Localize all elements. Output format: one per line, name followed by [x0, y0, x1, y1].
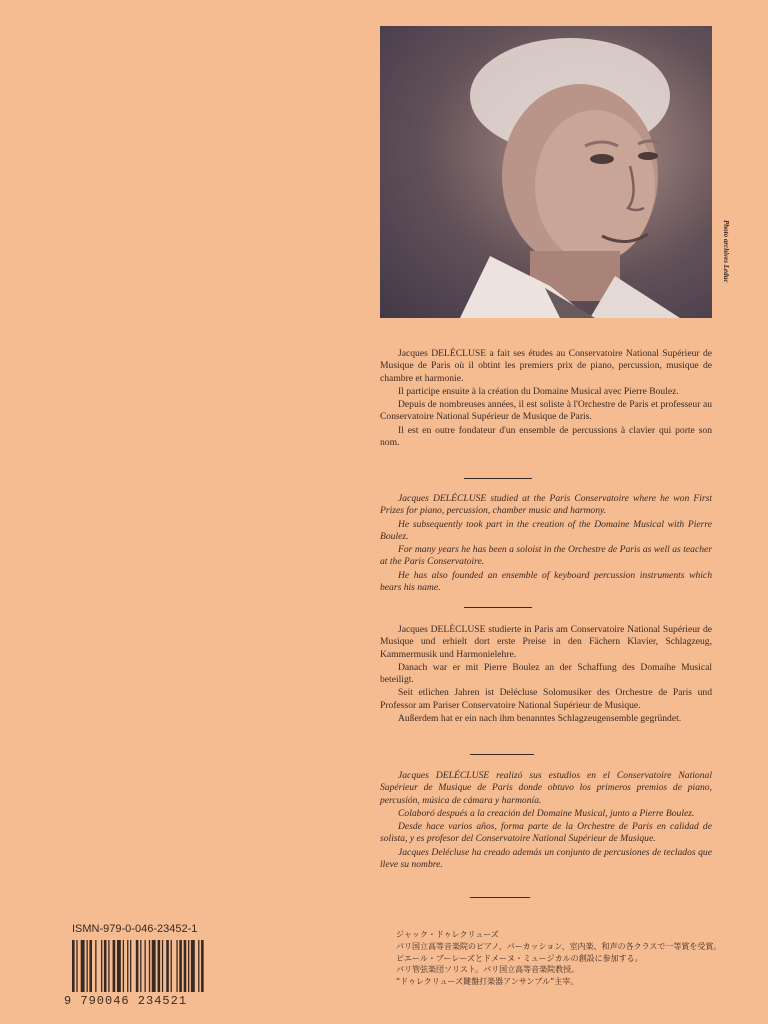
english-paragraph: For many years he has been a soloist in the Orchestre de Paris as well as teacher at the Paris Conservatoire.: [380, 544, 712, 568]
barcode-bar: [136, 940, 139, 992]
barcode-bars: [70, 940, 248, 992]
french-paragraph: Il participe ensuite à la création du Domaine Musical avec Pierre Boulez.: [398, 385, 679, 397]
english-paragraph: Jacques DELÉCLUSE studied at the Paris Conservatoire where he won First Prizes for piano, percussion, chamber music and harmony.: [380, 493, 712, 517]
french-paragraph: Il est en outre fondateur d'un ensemble de percussions à clavier qui porte son nom.: [380, 424, 712, 449]
barcode-bar: [188, 940, 189, 992]
barcode-bar: [108, 940, 109, 992]
barcode-bar: [162, 940, 163, 992]
japanese-line: パリ国立高等音楽院のピアノ、パーカッション、室内楽、和声の各クラスで一等賞を受賞。: [396, 941, 722, 951]
barcode-bar: [158, 940, 161, 992]
barcode-bar: [123, 940, 124, 992]
japanese-line: ジャック・ドゥレクリューズ: [396, 930, 499, 939]
barcode-bar: [184, 940, 187, 992]
divider: [470, 754, 534, 755]
barcode-bar: [81, 940, 85, 992]
divider: [470, 897, 530, 898]
japanese-bio: [396, 929, 736, 988]
photo-credit: Photo archives Leduc: [722, 220, 730, 283]
barcode-bar: [201, 940, 204, 992]
barcode-bar: [145, 940, 146, 992]
french-bio: [380, 348, 712, 450]
barcode-bar: [191, 940, 195, 992]
ismn-number: ISMN-979-0-046-23452-1: [72, 923, 198, 935]
divider: [464, 607, 532, 608]
portrait-illustration: [380, 26, 712, 318]
english-paragraph: He subsequently took part in the creation of the Domaine Musical with Pierre Boulez.: [380, 518, 712, 542]
barcode-bar: [89, 940, 92, 992]
japanese-line: パリ管弦楽団ソリスト。パリ国立高等音楽院教授。: [396, 965, 580, 975]
barcode-bar: [130, 940, 131, 992]
spanish-paragraph: Desde hace varios años, forma parte de la Orchestre de Paris en calidad de solista, y es profesor del Conservatoire National Supérieur de Musique.: [380, 821, 712, 845]
spanish-paragraph: Jacques Delécluse ha creado además un conjunto de percusiones de teclados que lleve su nombre.: [380, 846, 712, 871]
german-paragraph: Außerdem hat er ein nach ihm benanntes Schlagzeugensemble gegründet.: [398, 713, 682, 725]
japanese-line: ピエール・ブーレーズとドメーヌ・ミュージカルの創設に参加する。: [396, 953, 643, 963]
barcode-bar: [198, 940, 199, 992]
spanish-paragraph: Colaboró después a la creación del Domaine Musical, junto a Pierre Boulez.: [398, 807, 695, 819]
spanish-bio: [380, 770, 712, 872]
barcode: [70, 940, 248, 992]
portrait-photo: [380, 26, 712, 318]
barcode-bar: [166, 940, 169, 992]
barcode-bar: [176, 940, 177, 992]
barcode-digits: 9 790046 234521: [64, 994, 188, 1008]
divider: [464, 478, 532, 479]
barcode-bar: [152, 940, 156, 992]
french-paragraph: Jacques DELÉCLUSE a fait ses études au Conservatoire National Supérieur de Musique de Paris où il obtint les premiers prix de piano, percussion, musique de chambre et harmonie.: [380, 348, 712, 384]
french-paragraph: Depuis de nombreuses années, il est soliste à l'Orchestre de Paris et professeur au Conservatoire National Supérieur de Musique de Paris.: [380, 399, 712, 423]
barcode-bar: [127, 940, 128, 992]
barcode-bar: [113, 940, 116, 992]
german-paragraph: Jacques DELÉCLUSE studierte in Paris am Conservatoire National Supérieur de Musique und erhielt dort erste Preise in den Fächern Klavier, Schlagzeug, Kammermusik und Harmonielehre.: [380, 624, 712, 660]
barcode-bar: [76, 940, 77, 992]
german-paragraph: Danach war er mit Pierre Boulez an der Schaffung des Domaihe Musical beteiligt.: [380, 661, 712, 686]
german-bio: [380, 624, 712, 726]
barcode-bar: [95, 940, 96, 992]
barcode-bar: [171, 940, 172, 992]
barcode-bar: [140, 940, 141, 992]
japanese-line: “ドゥレクリューズ鍵盤打楽器アンサンブル”主宰。: [396, 977, 579, 987]
english-paragraph: He has also founded an ensemble of keyboard percussion instruments which bears his name.: [380, 569, 712, 594]
spanish-paragraph: Jacques DELÉCLUSE realizó sus estudios en el Conservatoire National Supérieur de Musique de Paris donde obtuvo los primeros premios de piano, percusión, música de cámara y harmonía.: [380, 770, 712, 806]
english-bio: [380, 493, 712, 595]
barcode-bar: [179, 940, 182, 992]
barcode-bar: [72, 940, 75, 992]
barcode-bar: [101, 940, 102, 992]
barcode-bar: [87, 940, 88, 992]
german-paragraph: Seit etlichen Jahren ist Delécluse Solomusiker des Orchestre de Paris und Professor am Pariser Conservatoire National Supérieur de Musique.: [380, 687, 712, 711]
barcode-bar: [149, 940, 150, 992]
barcode-bar: [104, 940, 107, 992]
barcode-bar: [117, 940, 121, 992]
